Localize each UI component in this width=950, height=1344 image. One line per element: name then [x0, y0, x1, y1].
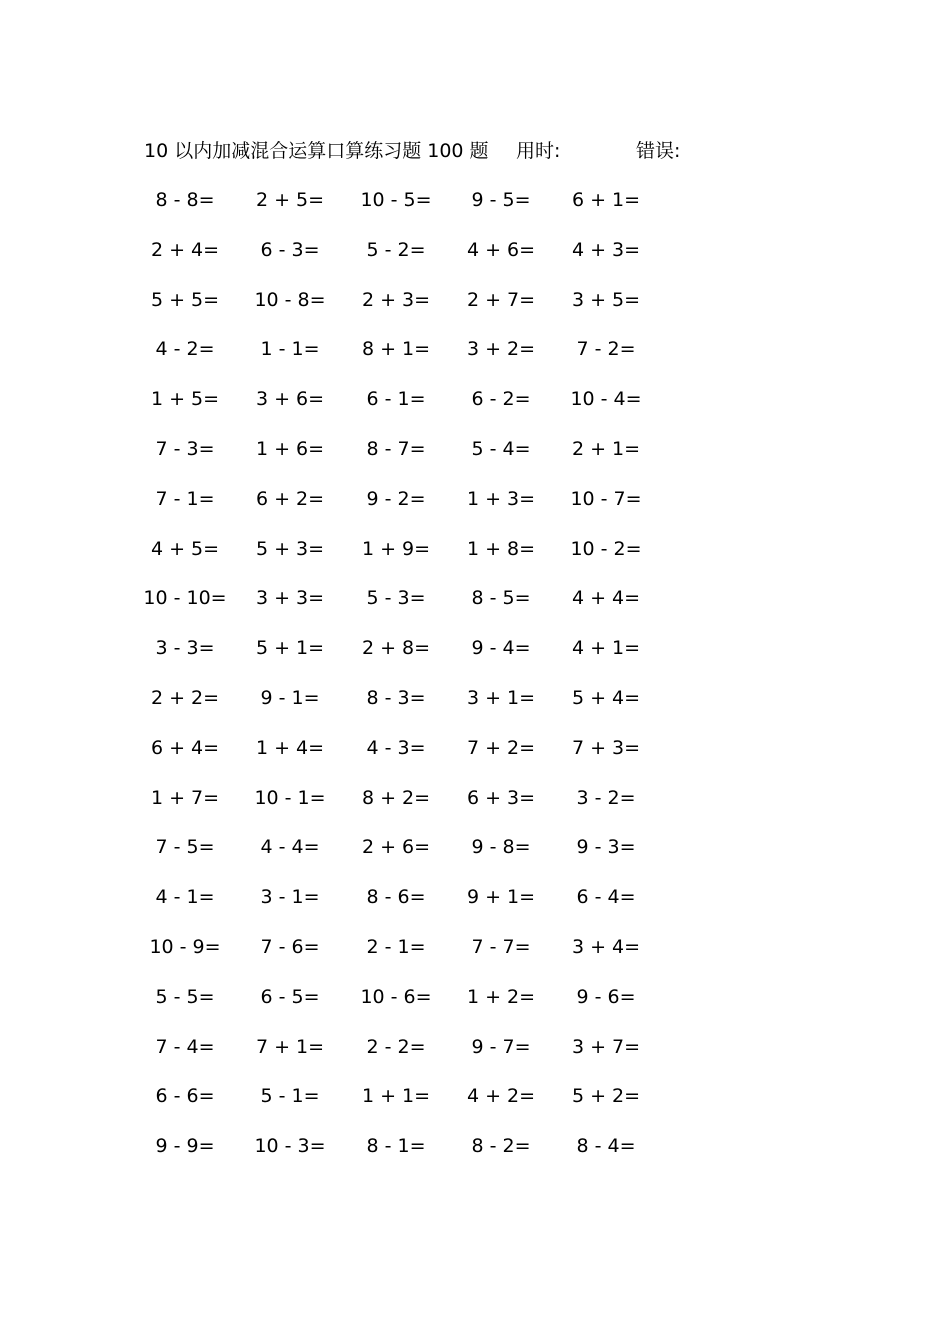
arithmetic-problem: 7 + 3=	[571, 736, 641, 759]
arithmetic-problem: 8 - 8=	[155, 189, 215, 211]
arithmetic-problem: 5 + 3=	[255, 537, 325, 560]
arithmetic-problem: 9 - 6=	[576, 985, 636, 1008]
arithmetic-problem: 9 - 9=	[155, 1135, 215, 1158]
arithmetic-problem: 10 - 2=	[570, 537, 642, 560]
arithmetic-problem: 7 - 1=	[155, 487, 215, 510]
arithmetic-problem: 9 - 4=	[471, 637, 531, 660]
time-used-label: 用时:	[516, 140, 561, 162]
arithmetic-problem: 9 - 7=	[471, 1035, 531, 1058]
problem-row	[130, 186, 690, 236]
problem-row	[130, 584, 690, 634]
error-count-label: 错误:	[636, 140, 681, 162]
arithmetic-problem: 7 - 6=	[260, 935, 320, 958]
arithmetic-problem: 10 - 4=	[570, 388, 642, 411]
arithmetic-problem: 10 - 9=	[149, 935, 221, 958]
arithmetic-problem: 6 - 6=	[155, 1085, 215, 1108]
arithmetic-problem: 1 + 1=	[361, 1085, 431, 1108]
arithmetic-problem: 4 + 3=	[571, 238, 641, 261]
arithmetic-problem: 1 + 5=	[150, 388, 220, 411]
arithmetic-problem: 1 - 1=	[260, 338, 320, 361]
arithmetic-problem: 2 + 1=	[571, 437, 641, 460]
arithmetic-problem: 6 + 1=	[571, 189, 641, 211]
arithmetic-problem: 9 - 3=	[576, 836, 636, 859]
arithmetic-problem: 2 + 8=	[361, 637, 431, 660]
arithmetic-problem: 3 + 6=	[255, 388, 325, 411]
problem-row	[130, 286, 690, 336]
problem-row	[130, 485, 690, 535]
worksheet-title: 10 以内加减混合运算口算练习题 100 题	[144, 140, 489, 162]
arithmetic-problem: 8 + 2=	[361, 786, 431, 809]
arithmetic-problem: 9 - 2=	[366, 487, 426, 510]
arithmetic-problem: 5 + 5=	[150, 288, 220, 311]
arithmetic-problem: 9 - 5=	[471, 189, 531, 211]
arithmetic-problem: 9 - 1=	[260, 686, 320, 709]
arithmetic-problem: 3 + 1=	[466, 686, 536, 709]
arithmetic-problem: 5 - 3=	[366, 587, 426, 610]
arithmetic-problem: 5 + 1=	[255, 637, 325, 660]
arithmetic-problem: 2 - 2=	[366, 1035, 426, 1058]
problem-row	[130, 983, 690, 1033]
arithmetic-problem: 1 + 4=	[255, 736, 325, 759]
arithmetic-problem: 4 - 1=	[155, 886, 215, 909]
arithmetic-problem: 3 + 2=	[466, 338, 536, 361]
arithmetic-problem: 2 + 4=	[150, 238, 220, 261]
arithmetic-problem: 2 + 7=	[466, 288, 536, 311]
arithmetic-problem: 5 - 4=	[471, 437, 531, 460]
problem-row	[130, 335, 690, 385]
arithmetic-problem: 7 - 5=	[155, 836, 215, 859]
arithmetic-problem: 4 - 3=	[366, 736, 426, 759]
arithmetic-problem: 8 - 3=	[366, 686, 426, 709]
arithmetic-problem: 8 - 1=	[366, 1135, 426, 1158]
arithmetic-problem: 4 + 6=	[466, 238, 536, 261]
arithmetic-problem: 8 - 6=	[366, 886, 426, 909]
arithmetic-problem: 10 - 5=	[360, 189, 432, 211]
arithmetic-problem: 4 + 5=	[150, 537, 220, 560]
arithmetic-problem: 7 - 7=	[471, 935, 531, 958]
arithmetic-problem: 4 + 2=	[466, 1085, 536, 1108]
arithmetic-problem: 10 - 10=	[143, 587, 227, 610]
problem-row	[130, 236, 690, 286]
arithmetic-problem: 3 - 1=	[260, 886, 320, 909]
arithmetic-problem: 7 - 2=	[576, 338, 636, 361]
arithmetic-problem: 2 - 1=	[366, 935, 426, 958]
arithmetic-problem: 2 + 5=	[255, 189, 325, 211]
problem-row	[130, 385, 690, 435]
arithmetic-problem: 7 + 1=	[255, 1035, 325, 1058]
arithmetic-problem: 6 - 3=	[260, 238, 320, 261]
arithmetic-problem: 8 - 5=	[471, 587, 531, 610]
arithmetic-problem: 9 - 8=	[471, 836, 531, 859]
arithmetic-problem: 6 - 2=	[471, 388, 531, 411]
problem-row	[130, 535, 690, 585]
problem-row	[130, 634, 690, 684]
arithmetic-problem: 1 + 6=	[255, 437, 325, 460]
arithmetic-problem: 1 + 2=	[466, 985, 536, 1008]
problem-row	[130, 734, 690, 784]
arithmetic-problem: 1 + 9=	[361, 537, 431, 560]
arithmetic-problem: 3 - 3=	[155, 637, 215, 660]
arithmetic-problem: 10 - 8=	[254, 288, 326, 311]
problem-row	[130, 883, 690, 933]
arithmetic-problem: 6 + 2=	[255, 487, 325, 510]
arithmetic-problem: 10 - 7=	[570, 487, 642, 510]
arithmetic-problem: 5 + 4=	[571, 686, 641, 709]
arithmetic-problem: 6 + 3=	[466, 786, 536, 809]
arithmetic-problem: 2 + 2=	[150, 686, 220, 709]
problem-row	[130, 1082, 690, 1132]
arithmetic-problem: 5 - 5=	[155, 985, 215, 1008]
problem-grid	[130, 186, 690, 1182]
arithmetic-problem: 5 - 2=	[366, 238, 426, 261]
arithmetic-problem: 9 + 1=	[466, 886, 536, 909]
arithmetic-problem: 6 - 1=	[366, 388, 426, 411]
arithmetic-problem: 7 + 2=	[466, 736, 536, 759]
arithmetic-problem: 1 + 8=	[466, 537, 536, 560]
problem-row	[130, 684, 690, 734]
arithmetic-problem: 8 - 7=	[366, 437, 426, 460]
arithmetic-problem: 2 + 3=	[361, 288, 431, 311]
problem-row	[130, 1132, 690, 1182]
arithmetic-problem: 7 - 3=	[155, 437, 215, 460]
arithmetic-problem: 10 - 1=	[254, 786, 326, 809]
arithmetic-problem: 4 - 4=	[260, 836, 320, 859]
arithmetic-problem: 6 - 4=	[576, 886, 636, 909]
arithmetic-problem: 10 - 6=	[360, 985, 432, 1008]
arithmetic-problem: 3 + 5=	[571, 288, 641, 311]
arithmetic-problem: 4 - 2=	[155, 338, 215, 361]
arithmetic-problem: 6 + 4=	[150, 736, 220, 759]
arithmetic-problem: 3 + 3=	[255, 587, 325, 610]
problem-row	[130, 833, 690, 883]
arithmetic-problem: 1 + 3=	[466, 487, 536, 510]
problem-row	[130, 1033, 690, 1083]
arithmetic-problem: 1 + 7=	[150, 786, 220, 809]
arithmetic-problem: 3 - 2=	[576, 786, 636, 809]
arithmetic-problem: 6 - 5=	[260, 985, 320, 1008]
problem-row	[130, 435, 690, 485]
arithmetic-problem: 7 - 4=	[155, 1035, 215, 1058]
arithmetic-problem: 2 + 6=	[361, 836, 431, 859]
arithmetic-problem: 8 - 4=	[576, 1135, 636, 1158]
arithmetic-problem: 4 + 4=	[571, 587, 641, 610]
problem-row	[130, 784, 690, 834]
arithmetic-problem: 5 - 1=	[260, 1085, 320, 1108]
arithmetic-problem: 5 + 2=	[571, 1085, 641, 1108]
arithmetic-problem: 3 + 7=	[571, 1035, 641, 1058]
arithmetic-problem: 10 - 3=	[254, 1135, 326, 1158]
arithmetic-problem: 8 - 2=	[471, 1135, 531, 1158]
problem-row	[130, 933, 690, 983]
arithmetic-problem: 8 + 1=	[361, 338, 431, 361]
arithmetic-problem: 4 + 1=	[571, 637, 641, 660]
arithmetic-problem: 3 + 4=	[571, 935, 641, 958]
